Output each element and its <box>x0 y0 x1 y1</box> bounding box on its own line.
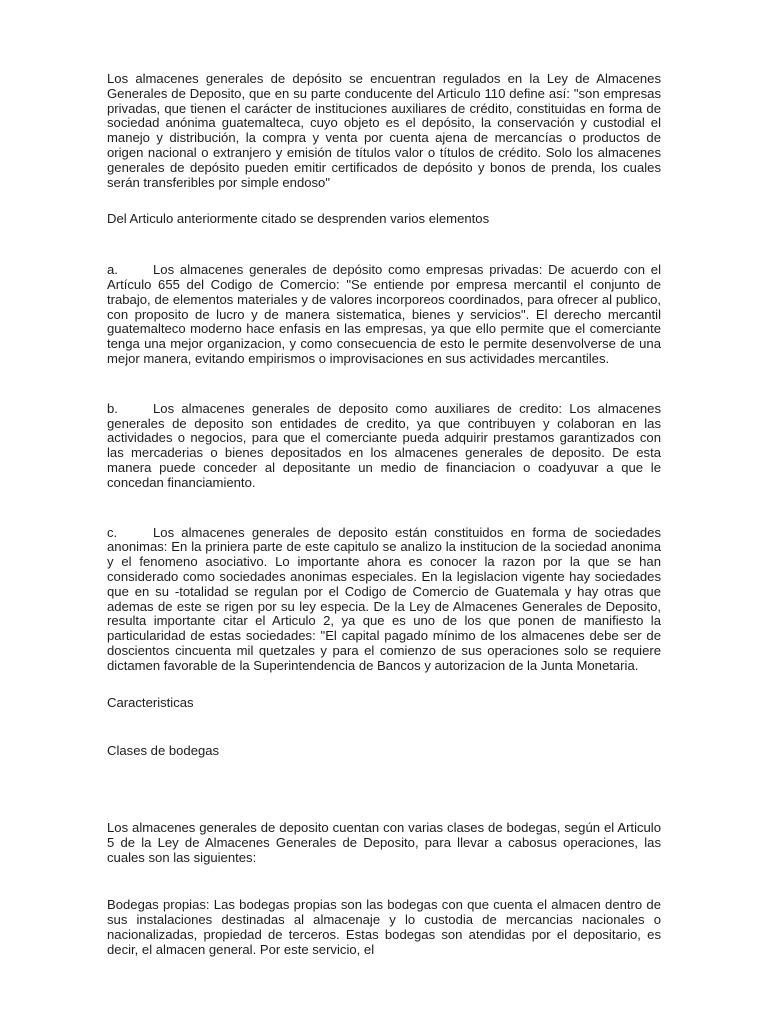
heading-caracteristicas: Caracteristicas <box>107 694 194 710</box>
paragraph-bodegas-propias: Bodegas propias: Las bodegas propias son las bodegas con que cuenta el almacen dentro de sus instalaciones destinadas al almacenaje y lo custodia de mercancias nacionales o nacionalizadas, propiedad de terceros. Estas bodegas son atendidas por el depositario, es decir, el almacen general. Por este servicio, el <box>107 897 661 957</box>
paragraph-item-a <box>107 263 661 367</box>
document-page <box>107 66 661 958</box>
item-a-text: Los almacenes generales de depósito como empresas privadas: De acuerdo con el Artículo 655 del Codigo de Comercio: "Se entiende por empresa mercantil el conjunto de trabajo, de elementos materiales y de valores incorporeos coordinados, para ofrecer al publico, con proposito de lucro y de manera sistematica, bienes y servicios". El derecho mercantil guatemalteco moderno hace enfasis en las empresas, ya que ello permite que el comerciante tenga una mejor organizacion, y como consecuencia de esto le permite desenvolverse de una mejor manera, evitando empirismos o improvisaciones en sus actividades mercantiles. <box>107 262 661 366</box>
heading-clases-de-bodegas: Clases de bodegas <box>107 743 220 759</box>
paragraph-item-b <box>107 402 661 491</box>
item-c-text: Los almacenes generales de deposito están constituidos en forma de sociedades anonimas: En la priniera parte de este capitulo se analizo la institucion de la sociedad anonima y el fenomeno asociativo. Lo importante ahora es conocer la razon por la que se han considerado como sociedades anonimas especiales. En la legislacion vigente hay sociedades que en su -totalidad se regulan por el Codigo de Comercio de Guatemala y hay otras que ademas de este se rigen por su ley especia. De la Ley de Almacenes Generales de Deposito, resulta importante citar el Articulo 2, ya que es uno de los que ponen de manifiesto la particularidad de estas sociedades: "El capital pagado mínimo de los almacenes debe ser de doscientos cincuenta mil quetzales y para el comienzo de sus operaciones solo se requiere dictamen favorable de la Superintendencia de Bancos y autorizacion de la Junta Monetaria. <box>107 524 661 673</box>
paragraph-bodegas-intro: Los almacenes generales de deposito cuentan con varias clases de bodegas, según el Articulo 5 de la Ley de Almacenes Generales de Deposito, para llevar a cabosus operaciones, las cuales son las siguientes: <box>107 820 661 865</box>
item-b-label: b. <box>107 400 118 416</box>
item-c-label: c. <box>107 524 118 540</box>
paragraph-intro-definition: Los almacenes generales de depósito se encuentran regulados en la Ley de Almacenes Generales de Deposito, que en su parte conducente del Articulo 110 define así: "son empresas privadas, que tienen el carácter de instituciones auxiliares de crédito, constituidas en forma de sociedad anónima guatemalteca, cuyo objeto es el depósito, la conservación y custodial el manejo y distribución, la compra y venta por cuenta ajena de mercancías o productos de origen nacional o extranjero y emisión de títulos valor o títulos de crédito. Solo los almacenes generales de depósito pueden emitir certificados de depósito y bonos de prenda, los cuales serán transferibles por simple endoso" <box>107 71 661 190</box>
item-a-label: a. <box>107 262 118 278</box>
paragraph-item-c <box>107 526 661 674</box>
item-b-text: Los almacenes generales de deposito como auxiliares de credito: Los almacenes generales de deposito son entidades de credito, ya que contribuyen y colaboran en las actividades o negocios, para que el comerciante pueda adquirir prestamos garantizados con las mercaderias o bienes depositados en los almacenes generales de deposito. De esta manera puede conceder al depositante un medio de financiacion o coadyuvar a que le concedan financiamiento. <box>107 400 661 490</box>
paragraph-elements-intro: Del Articulo anteriormente citado se desprenden varios elementos <box>107 211 490 227</box>
